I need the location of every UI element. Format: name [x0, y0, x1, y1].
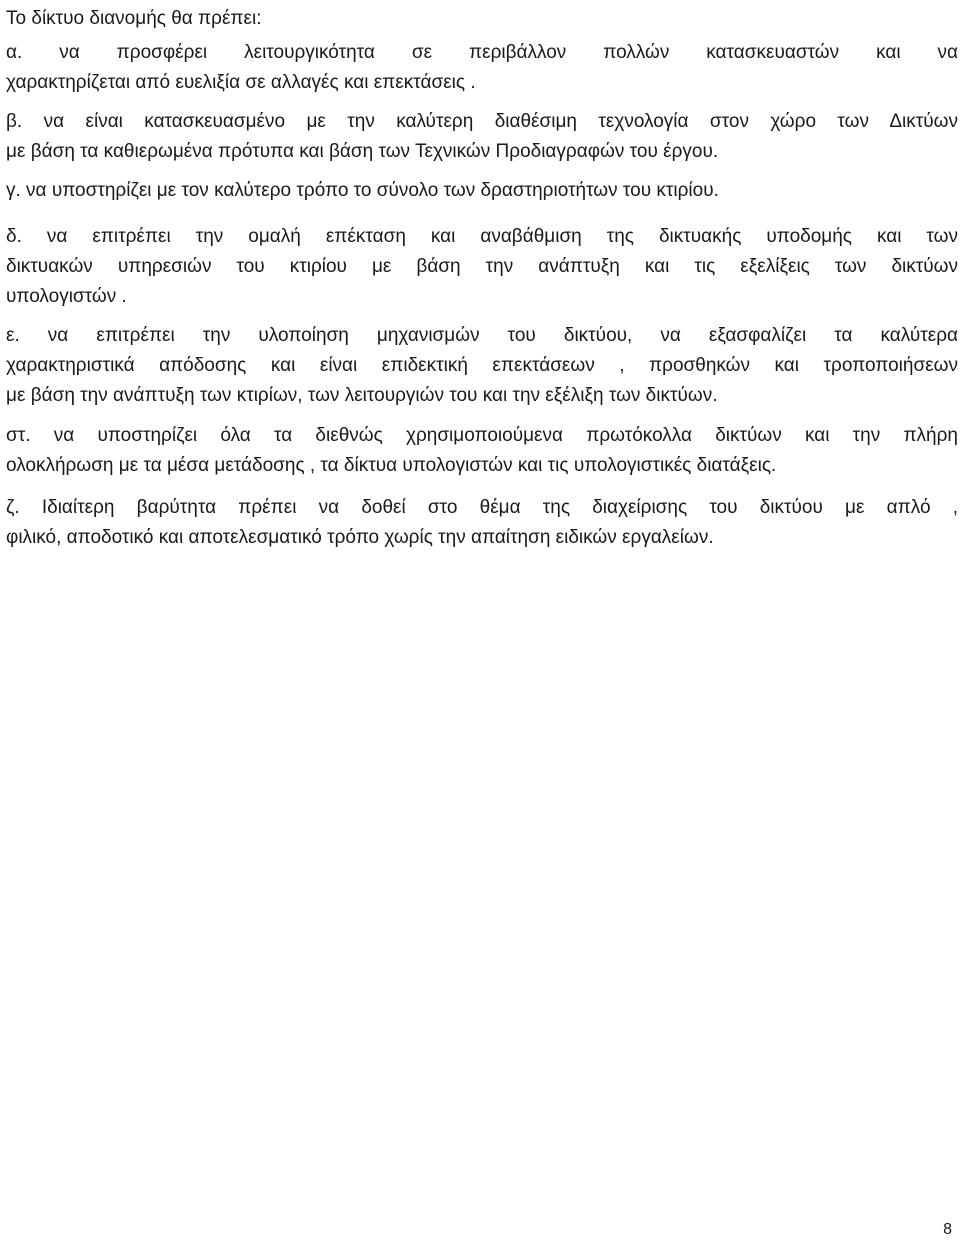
text-line: με βάση την ανάπτυξη των κτιρίων, των λειτουργιών του και την εξέλιξη των δικτύων. [6, 385, 718, 406]
list-item-gamma [6, 176, 958, 206]
text-line: δικτυακών υπηρεσιών του κτιρίου με βάση την ανάπτυξη και τις εξελίξεις των δικτύων [6, 256, 958, 277]
text-line: με βάση τα καθιερωμένα πρότυπα και βάση των Τεχνικών Προδιαγραφών του έργου. [6, 141, 719, 162]
list-item-beta [6, 107, 958, 167]
text-line: χαρακτηρίζεται από ευελιξία σε αλλαγές και επεκτάσεις . [6, 72, 476, 93]
text-line: ολοκλήρωση με τα μέσα μετάδοσης , τα δίκτυα υπολογιστών και τις υπολογιστικές διατάξεις. [6, 455, 777, 476]
text-line: φιλικό, αποδοτικό και αποτελεσματικό τρόπο χωρίς την απαίτηση ειδικών εργαλείων. [6, 527, 714, 548]
list-item-epsilon [6, 321, 958, 411]
text-line: στ. να υποστηρίζει όλα τα διεθνώς χρησιμοποιούμενα πρωτόκολλα δικτύων και την πλήρη [6, 425, 958, 446]
text-line: γ. να υποστηρίζει με τον καλύτερο τρόπο το σύνολο των δραστηριοτήτων του κτιρίου. [6, 180, 719, 201]
text-line: δ. να επιτρέπει την ομαλή επέκταση και αναβάθμιση της δικτυακής υποδομής και των [6, 226, 958, 247]
text-line: χαρακτηριστικά απόδοσης και είναι επιδεκτική επεκτάσεων , προσθηκών και τροποποιήσεων [6, 355, 958, 376]
list-item-zeta [6, 493, 958, 553]
text-line: ε. να επιτρέπει την υλοποίηση μηχανισμών του δικτύου, να εξασφαλίζει τα καλύτερα [6, 325, 958, 346]
list-item-alpha [6, 38, 958, 98]
list-item-st [6, 421, 958, 481]
text-line: ζ. Ιδιαίτερη βαρύτητα πρέπει να δοθεί στο θέμα της διαχείρισης του δικτύου με απλό , [6, 497, 958, 518]
text-line: β. να είναι κατασκευασμένο με την καλύτερη διαθέσιμη τεχνολογία στον χώρο των Δικτύων [6, 111, 958, 132]
text-line: α. να προσφέρει λειτουργικότητα σε περιβάλλον πολλών κατασκευαστών και να [6, 42, 958, 63]
text-line: υπολογιστών . [6, 286, 127, 307]
list-item-delta [6, 222, 958, 312]
section-heading: Το δίκτυο διανομής θα πρέπει: [6, 8, 262, 29]
page-number: 8 [943, 1221, 952, 1238]
